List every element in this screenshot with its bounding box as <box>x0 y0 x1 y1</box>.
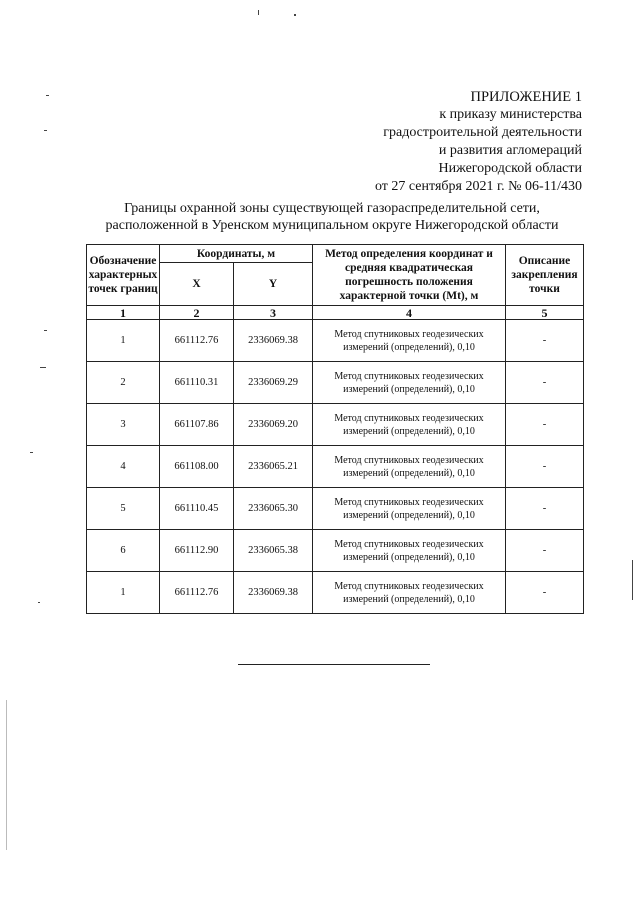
closing-divider <box>238 664 430 665</box>
description-cell: - <box>506 572 584 614</box>
appendix-line: Нижегородской области <box>438 161 582 176</box>
column-number: 1 <box>87 306 160 320</box>
description-cell: - <box>506 446 584 488</box>
table-row <box>87 362 584 404</box>
description-cell: - <box>506 320 584 362</box>
point-cell: 4 <box>87 446 160 488</box>
x-cell: 661112.76 <box>160 320 234 362</box>
y-cell: 2336069.29 <box>234 362 313 404</box>
description-cell: - <box>506 362 584 404</box>
column-number: 3 <box>234 306 313 320</box>
x-cell: 661110.45 <box>160 488 234 530</box>
description-cell: - <box>506 530 584 572</box>
coordinates-table <box>86 244 584 614</box>
header-x: X <box>160 263 234 306</box>
table-row <box>87 446 584 488</box>
scan-speck <box>38 602 40 603</box>
y-cell: 2336065.21 <box>234 446 313 488</box>
header-method: Метод определения координат и средняя квадратическая погрешность положения характерной точки (Mt), м <box>313 245 506 306</box>
method-cell: Метод спутниковых геодезических измерений (определений), 0,10 <box>313 488 506 530</box>
scan-speck <box>44 330 47 331</box>
point-cell: 2 <box>87 362 160 404</box>
appendix-line: и развития агломераций <box>438 143 582 158</box>
scan-speck <box>294 14 296 16</box>
scan-speck <box>258 10 259 15</box>
scan-speck <box>6 700 7 850</box>
scan-speck <box>44 130 47 131</box>
appendix-line: градостроительной деятельности <box>383 125 582 140</box>
y-cell: 2336069.38 <box>234 320 313 362</box>
point-cell: 1 <box>87 320 160 362</box>
column-number: 4 <box>313 306 506 320</box>
table-row <box>87 530 584 572</box>
description-cell: - <box>506 404 584 446</box>
method-cell: Метод спутниковых геодезических измерений (определений), 0,10 <box>313 530 506 572</box>
y-cell: 2336069.38 <box>234 572 313 614</box>
point-cell: 6 <box>87 530 160 572</box>
title-line: расположенной в Уренском муниципальном округе Нижегородской области <box>105 218 559 233</box>
table-row <box>87 404 584 446</box>
x-cell: 661112.90 <box>160 530 234 572</box>
method-cell: Метод спутниковых геодезических измерений (определений), 0,10 <box>313 362 506 404</box>
scan-speck <box>46 95 49 96</box>
table-row <box>87 488 584 530</box>
table-row <box>87 320 584 362</box>
header-coordinates: Координаты, м <box>160 245 313 263</box>
point-cell: 1 <box>87 572 160 614</box>
method-cell: Метод спутниковых геодезических измерений (определений), 0,10 <box>313 572 506 614</box>
appendix-title: ПРИЛОЖЕНИЕ 1 <box>470 89 582 105</box>
column-number: 5 <box>506 306 584 320</box>
scan-speck <box>40 367 46 368</box>
scan-speck <box>632 560 633 600</box>
header-description: Описание закрепления точки <box>506 245 584 306</box>
appendix-date-line: от 27 сентября 2021 г. № 06-11/430 <box>374 179 582 194</box>
description-cell: - <box>506 488 584 530</box>
appendix-line: к приказу министерства <box>439 107 582 122</box>
method-cell: Метод спутниковых геодезических измерений (определений), 0,10 <box>313 320 506 362</box>
title-line: Границы охранной зоны существующей газораспределительной сети, <box>124 201 540 216</box>
x-cell: 661108.00 <box>160 446 234 488</box>
x-cell: 661112.76 <box>160 572 234 614</box>
y-cell: 2336065.38 <box>234 530 313 572</box>
header-point: Обозначение характерных точек границ <box>87 245 160 306</box>
point-cell: 3 <box>87 404 160 446</box>
method-cell: Метод спутниковых геодезических измерений (определений), 0,10 <box>313 404 506 446</box>
scan-speck <box>30 452 33 453</box>
table-row <box>87 572 584 614</box>
x-cell: 661107.86 <box>160 404 234 446</box>
header-y: Y <box>234 263 313 306</box>
y-cell: 2336065.30 <box>234 488 313 530</box>
method-cell: Метод спутниковых геодезических измерений (определений), 0,10 <box>313 446 506 488</box>
document-title <box>82 200 582 234</box>
x-cell: 661110.31 <box>160 362 234 404</box>
y-cell: 2336069.20 <box>234 404 313 446</box>
point-cell: 5 <box>87 488 160 530</box>
column-number: 2 <box>160 306 234 320</box>
appendix-header <box>375 88 582 196</box>
